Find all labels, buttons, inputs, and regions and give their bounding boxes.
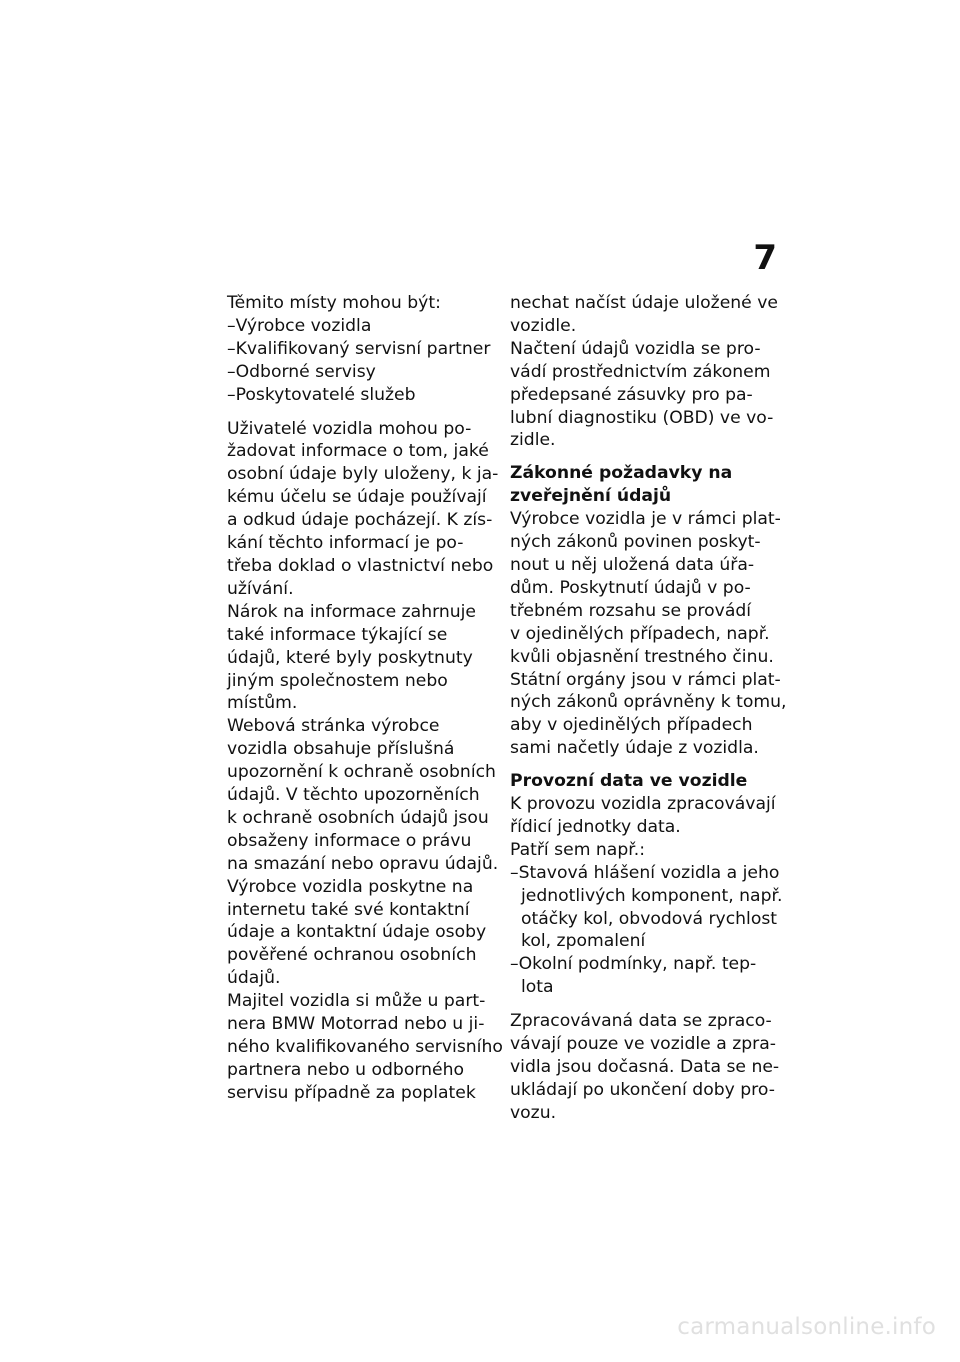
text-line: internetu také své kontaktní (227, 899, 470, 920)
paragraph (227, 601, 493, 716)
section-heading-legal (510, 462, 782, 508)
text-line: třeba doklad o vlastnictví nebo (227, 555, 494, 576)
text-line: vidla jsou dočasná. Data se ne- (510, 1057, 780, 1077)
text-line: nout u něj uložená data úřa- (510, 554, 755, 575)
text-line: K provozu vozidla zpracovávají (510, 794, 776, 815)
text-line: aby v ojedinělých případech (510, 715, 753, 736)
paragraph (510, 508, 782, 668)
text-line: upozornění k ochraně osobních (227, 762, 496, 783)
paragraph (510, 1010, 782, 1125)
text-line: žadovat informace o tom, jaké (227, 441, 489, 462)
text-line: údajů. (227, 968, 281, 989)
heading-line: Zákonné požadavky na (510, 463, 733, 484)
paragraph (227, 715, 499, 875)
text-line: údaje a kontaktní údaje osoby (227, 922, 487, 943)
paragraph (510, 669, 787, 761)
text-line: a odkud údaje pocházejí. K zís- (227, 510, 493, 531)
text-line: dům. Poskytnutí údajů v po- (510, 577, 751, 598)
text-line: nera BMW Motorrad nebo u ji- (227, 1014, 485, 1035)
text-line: Majitel vozidla si může u part- (227, 991, 486, 1012)
text-line: místům. (227, 693, 298, 714)
paragraph (227, 990, 503, 1105)
paragraph (510, 338, 782, 453)
text-line: Státní orgány jsou v rámci plat- (510, 669, 781, 690)
page-number: 7 (753, 238, 777, 278)
paragraph (227, 418, 499, 601)
section-heading-operating-data: Provozní data ve vozidle (510, 771, 748, 792)
text-line: Patří sem např.: (510, 839, 645, 860)
paragraph (227, 876, 493, 991)
text-line: vozu. (510, 1102, 557, 1123)
heading-line: zveřejnění údajů (510, 486, 672, 507)
list-item: –Výrobce vozidla (227, 315, 372, 336)
text-line: v ojedinělých případech, např. (510, 623, 770, 644)
text-line: na smazání nebo opravu údajů. (227, 853, 499, 874)
text-line: také informace týkající se (227, 624, 448, 645)
text-line: servisu případně za poplatek (227, 1082, 476, 1103)
text-line: třebném rozsahu se provádí (510, 600, 752, 621)
text-line: řídicí jednotky data. (510, 816, 681, 837)
text-line: ných zákonů oprávněny k tomu, (510, 692, 787, 713)
text-line: Zpracovávaná data se zpraco- (510, 1011, 772, 1032)
left-column (227, 292, 503, 1105)
watermark: carmanualsonline.info (677, 1314, 936, 1340)
text-line: kání těchto informací je po- (227, 533, 464, 554)
text-line: vozidla obsahuje příslušná (227, 739, 455, 760)
text-line: vávají pouze ve vozidle a zpra- (510, 1034, 776, 1055)
text-line: ukládají po ukončení doby pro- (510, 1079, 775, 1100)
right-column (510, 292, 787, 1125)
text-line: k ochraně osobních údajů jsou (227, 807, 489, 828)
text-line: užívání. (227, 578, 294, 599)
text-line: údajů. V těchto upozorněních (227, 785, 480, 806)
text-line: kému účelu se údaje používají (227, 487, 487, 508)
text-line: obsaženy informace o právu (227, 830, 472, 851)
text-line: osobní údaje byly uloženy, k ja- (227, 464, 499, 485)
list-item: –Odborné servisy (227, 361, 376, 382)
text-line: Uživatelé vozidla mohou po- (227, 418, 472, 439)
text-line: kvůli objasnění trestného činu. (510, 646, 774, 667)
text-line: zidle. (510, 430, 556, 451)
list-item: –Poskytovatelé služeb (227, 384, 416, 405)
paragraph (510, 793, 782, 839)
text-line: Nárok na informace zahrnuje (227, 601, 477, 622)
list-item: –Kvalifikovaný servisní partner (227, 338, 491, 359)
text-line: předepsané zásuvky pro pa- (510, 384, 753, 405)
text-line: údajů, které byly poskytnuty (227, 647, 473, 668)
list-examples (510, 862, 782, 999)
text-line: vozidle. (510, 315, 577, 336)
text-line: Načtení údajů vozidla se pro- (510, 338, 761, 359)
list-places (227, 315, 493, 407)
text-line: Webová stránka výrobce (227, 716, 440, 737)
text-line: ných zákonů povinen poskyt- (510, 532, 761, 553)
text-line: nechat načíst údaje uložené ve (510, 293, 778, 313)
text-line: pověřené ochranou osobních (227, 945, 477, 966)
text-line: lubní diagnostiku (OBD) ve vo- (510, 407, 774, 428)
text-line: Výrobce vozidla je v rámci plat- (510, 509, 781, 530)
text-line: sami načetly údaje z vozidla. (510, 738, 759, 759)
text-line: jiným společnostem nebo (227, 670, 448, 691)
text-line: partnera nebo u odborného (227, 1059, 464, 1080)
intro-line: Těmito místy mohou být: (227, 293, 441, 313)
text-line: ného kvalifikovaného servisního (227, 1037, 503, 1057)
list-item: –Stavová hlášení vozidla a jeho jednotlivých komponent, např. otáčky kol, obvodová rychlost kol, zpomalení (510, 862, 783, 952)
text-line: vádí prostřednictvím zákonem (510, 361, 771, 382)
text-line: Výrobce vozidla poskytne na (227, 876, 474, 897)
list-item: –Okolní podmínky, např. tep- lota (510, 954, 757, 998)
paragraph (510, 292, 782, 338)
